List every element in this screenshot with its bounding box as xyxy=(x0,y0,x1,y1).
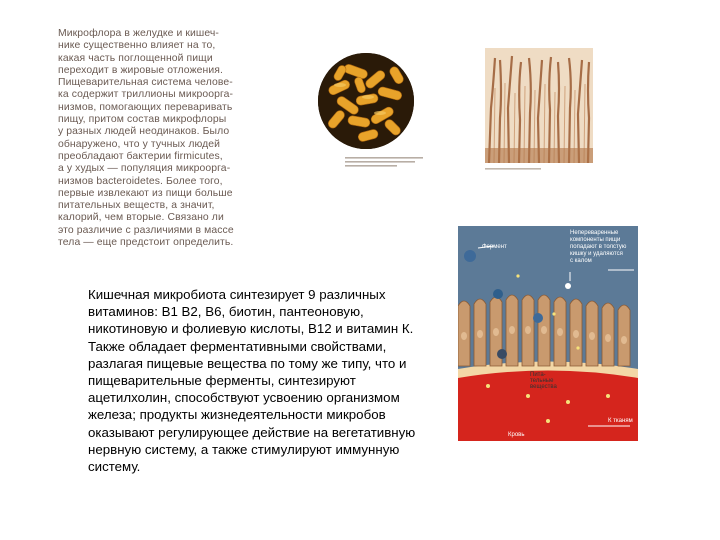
scan-line: калорий, чем вторые. Связано ли xyxy=(58,212,224,224)
scan-line: а у худых — популяция микроорга- xyxy=(58,163,231,175)
main-paragraph: Кишечная микробиота синтезирует 9 различных витаминов: В1 В2, В6, биотин, пантеоновую, никотиновую и фолиевую кислоты, В12 и витамин К. Также обладает ферментативными свойствами, разлагая пищевые вещества по тому же типу, что и пищеварительные ферменты, синтезируют ацетилхолин, способствуют усвоению организмом железа; продукты жизнедеятельности микробов оказывают регулирующее действие на вегетативную нервную систему, а также стимулируют иммунную систему. xyxy=(88,287,416,475)
scan-line: ка содержит триллионы микроорга- xyxy=(58,89,234,101)
micrograph-caption xyxy=(345,155,425,171)
label-blood: Кровь xyxy=(508,432,525,438)
scan-line: какая часть поглощенной пищи xyxy=(58,52,213,64)
label-nutrients-line: вещества xyxy=(530,384,557,390)
label-nutrients-line: тельные xyxy=(530,378,554,384)
scan-line: преобладают бактерии firmicutes, xyxy=(58,150,223,162)
scan-line: Микрофлора в желудке и кишеч- xyxy=(58,28,219,39)
label-undigested-line: кишку и удаляются xyxy=(570,251,623,257)
label-undigested-line: Непереваренные xyxy=(570,230,619,236)
scan-line: у разных людей неодинаков. Было xyxy=(58,126,230,138)
intestine-diagram xyxy=(458,226,638,441)
tissue-caption xyxy=(485,167,593,173)
scan-line: нике существенно влияет на то, xyxy=(58,40,216,52)
label-undigested-line: попадают в толстую xyxy=(570,244,627,250)
scan-line: это различие с различиями в массе xyxy=(58,224,234,236)
intestinal-tissue-section xyxy=(485,48,593,163)
scan-line: Пищеварительная система челове- xyxy=(58,77,233,89)
scan-line: питательных веществ, а значит, xyxy=(58,200,215,212)
scan-line: тела — еще предстоит определить. xyxy=(58,237,234,249)
scan-line: обнаружено, что у тучных людей xyxy=(58,138,221,150)
scan-line: пищу, притом состав микрофлоры xyxy=(58,114,227,126)
scan-line: переходит в жировые отложения. xyxy=(58,64,223,76)
label-enzyme: Фермент xyxy=(482,244,507,250)
label-undigested-line: с калом xyxy=(570,258,592,264)
label-undigested-line: компоненты пищи xyxy=(570,237,621,243)
label-nutrients-line: Пита- xyxy=(530,372,546,378)
scanned-article-paragraph xyxy=(58,28,278,249)
scan-line: низмов bacteroidetes. Более того, xyxy=(58,175,223,187)
label-to-tissues: К тканям xyxy=(608,418,633,424)
scan-line: первые извлекают из пищи больше xyxy=(58,187,233,199)
scan-line: низмов, помогающих переваривать xyxy=(58,101,233,113)
bacteria-micrograph xyxy=(318,53,414,149)
